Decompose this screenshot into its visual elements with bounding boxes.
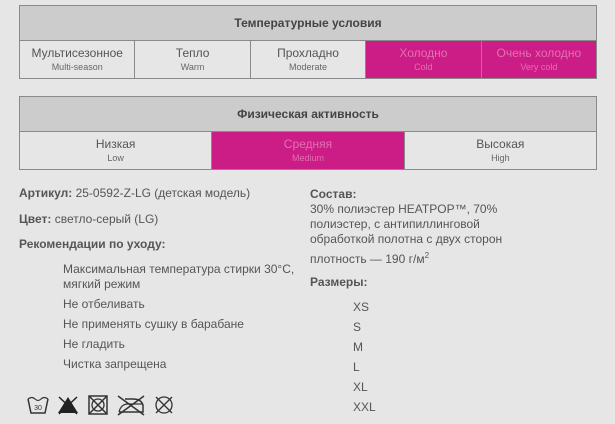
color-line <box>19 212 158 226</box>
no-bleach-icon <box>56 394 80 416</box>
activity-options <box>20 132 596 169</box>
care-item: Не отбеливать <box>63 297 145 311</box>
sizes-heading <box>310 275 367 289</box>
sizes-label: Размеры: <box>310 275 368 289</box>
option-label-en: Multi-season <box>51 62 103 72</box>
composition-line: полиэстер, с антипиллинговой <box>310 217 480 231</box>
unit-superscript: 2 <box>424 251 430 260</box>
svg-text:30: 30 <box>34 405 42 412</box>
option-label-en: Warm <box>180 62 205 72</box>
temperature-option-very-cold[interactable] <box>482 41 596 78</box>
no-tumble-dry-icon <box>86 394 110 416</box>
size-option[interactable]: XS <box>353 300 370 314</box>
size-option[interactable]: XXL <box>353 400 376 414</box>
temperature-title: Температурные условия <box>20 6 596 41</box>
activity-title: Физическая активность <box>20 97 596 132</box>
care-item: Чистка запрещена <box>63 357 167 371</box>
care-icons <box>26 394 176 416</box>
activity-option-low[interactable] <box>20 132 212 169</box>
care-item: Не гладить <box>63 337 125 351</box>
article-line <box>19 186 250 200</box>
composition-line: 30% полиэстер HEATPOP™, 70% <box>310 202 498 216</box>
article-value: 25-0592-Z-LG (детская модель) <box>75 186 251 200</box>
option-label-ru: Тепло <box>175 46 210 60</box>
size-option[interactable]: M <box>353 340 363 354</box>
option-label-ru: Прохладно <box>277 46 339 60</box>
temperature-options <box>20 41 596 78</box>
size-option[interactable]: XL <box>353 380 368 394</box>
option-label-en: Very cold <box>520 62 558 72</box>
option-label-ru: Мультисезонное <box>31 46 123 60</box>
activity-panel <box>19 96 597 170</box>
wash-30-icon <box>26 394 50 416</box>
care-label: Рекомендации по уходу: <box>19 237 166 251</box>
option-label-ru: Очень холодно <box>496 46 582 60</box>
composition-line: обработкой полотна с двух сторон <box>310 232 503 246</box>
temperature-option-multiseason[interactable] <box>20 41 135 78</box>
option-label-en: Low <box>107 153 124 163</box>
size-option[interactable]: L <box>353 360 360 374</box>
option-label-en: Moderate <box>289 62 328 72</box>
size-option[interactable]: S <box>353 320 362 334</box>
activity-option-high[interactable] <box>405 132 596 169</box>
care-heading <box>19 237 166 251</box>
composition-density <box>310 248 429 267</box>
composition-line: плотность — 190 г/м <box>310 252 425 266</box>
temperature-option-warm[interactable] <box>135 41 250 78</box>
color-label: Цвет: <box>19 212 52 226</box>
option-label-ru: Холодно <box>399 46 448 60</box>
temperature-panel <box>19 5 597 79</box>
option-label-en: High <box>491 153 510 163</box>
article-label: Артикул: <box>19 186 73 200</box>
composition-heading <box>310 187 356 201</box>
temperature-option-moderate[interactable] <box>251 41 366 78</box>
option-label-ru: Средняя <box>283 137 333 151</box>
care-item: Максимальная температура стирки 30°C, мягкий режим <box>63 262 295 291</box>
option-label-ru: Высокая <box>476 137 525 151</box>
option-label-ru: Низкая <box>95 137 136 151</box>
no-dry-clean-icon <box>152 394 176 416</box>
composition-label: Состав: <box>310 187 357 201</box>
temperature-option-cold[interactable] <box>366 41 481 78</box>
no-iron-icon <box>116 394 146 416</box>
option-label-en: Medium <box>291 153 324 163</box>
option-label-en: Cold <box>414 62 433 72</box>
care-item: Не применять сушку в барабане <box>63 317 244 331</box>
color-value: светло-серый (LG) <box>54 212 159 226</box>
activity-option-medium[interactable] <box>212 132 404 169</box>
